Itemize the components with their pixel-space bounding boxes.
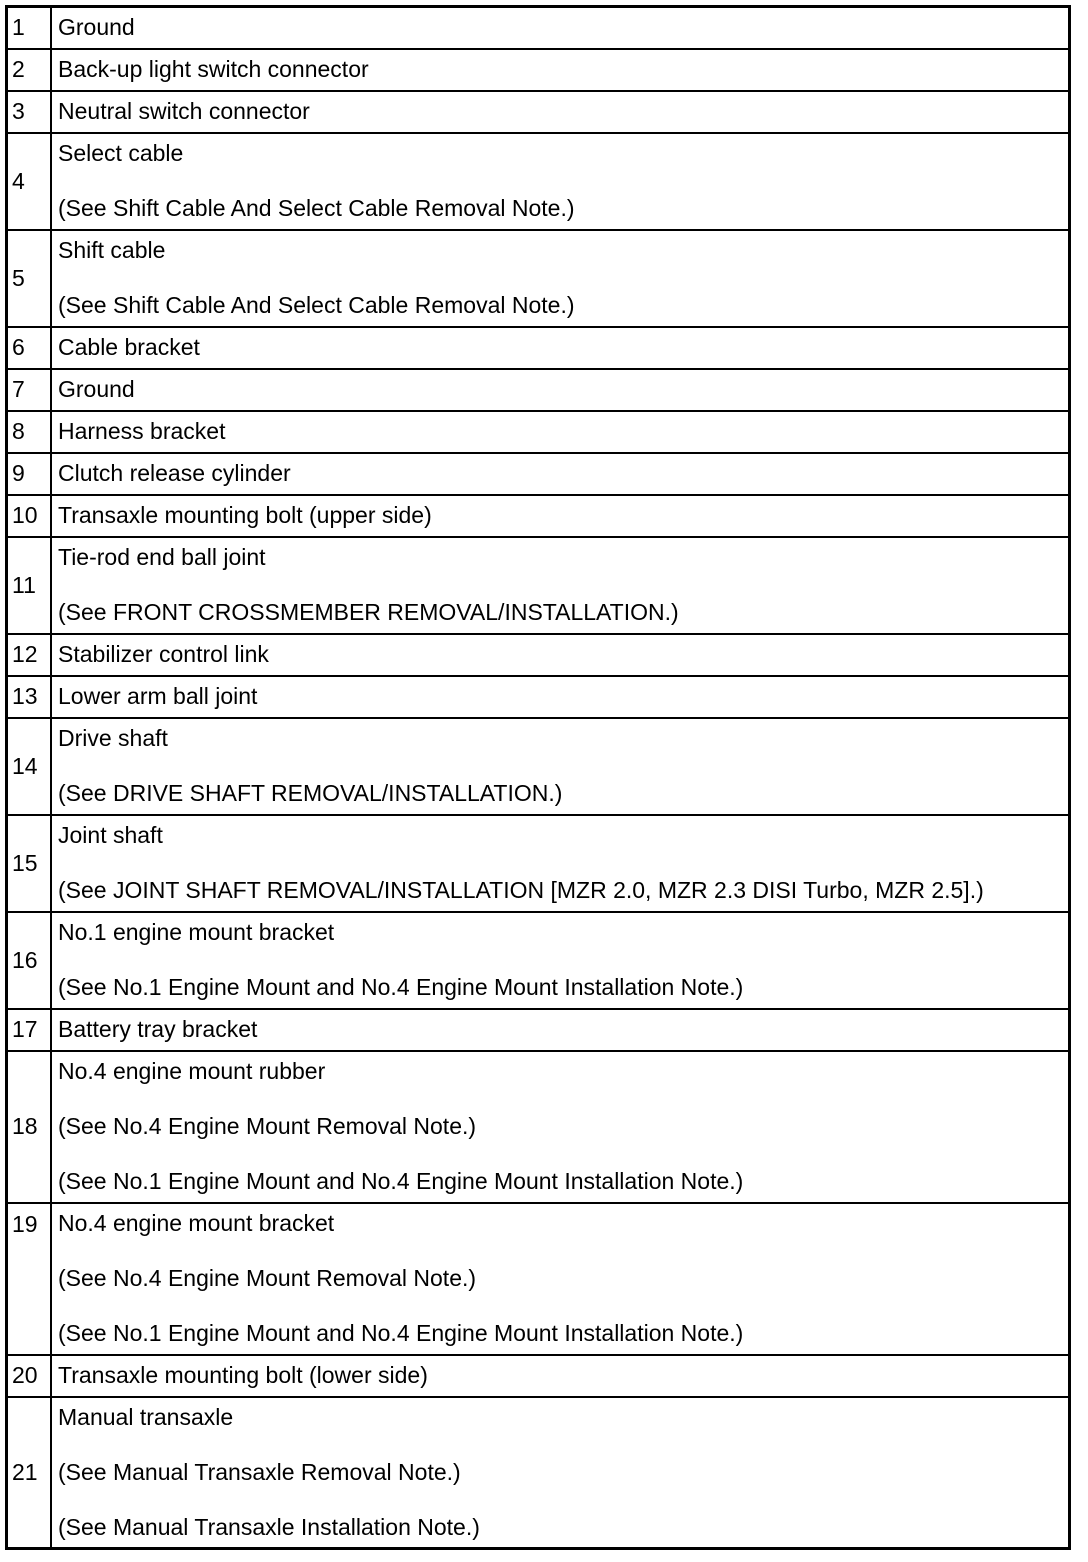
part-note: (See JOINT SHAFT REMOVAL/INSTALLATION [MZR 2.0, MZR 2.3 DISI Turbo, MZR 2.5].)	[58, 877, 984, 903]
table-row	[7, 49, 1070, 91]
part-number: 6	[7, 327, 52, 369]
part-note: (See Manual Transaxle Installation Note.)	[58, 1513, 480, 1540]
part-number: 12	[7, 634, 52, 676]
part-number: 5	[7, 230, 52, 327]
part-name: Select cable	[58, 140, 184, 166]
part-description	[51, 1009, 1070, 1051]
part-note: (See No.4 Engine Mount Removal Note.)	[58, 1265, 477, 1291]
part-name: Clutch release cylinder	[58, 460, 291, 486]
part-note: (See Manual Transaxle Removal Note.)	[58, 1458, 461, 1485]
part-number: 10	[7, 495, 52, 537]
part-number: 3	[7, 91, 52, 133]
part-description	[51, 718, 1070, 815]
part-description	[51, 453, 1070, 495]
part-description	[51, 327, 1070, 369]
part-number: 13	[7, 676, 52, 718]
table-row	[7, 1355, 1070, 1397]
table-row	[7, 815, 1070, 912]
part-note: (See Shift Cable And Select Cable Removal Note.)	[58, 195, 575, 221]
part-number: 4	[7, 133, 52, 230]
part-name: Ground	[58, 376, 135, 402]
part-description	[51, 1051, 1070, 1203]
part-number: 18	[7, 1051, 52, 1203]
part-number: 21	[7, 1397, 52, 1549]
part-number: 20	[7, 1355, 52, 1397]
part-number: 15	[7, 815, 52, 912]
part-description	[51, 1355, 1070, 1397]
part-description	[51, 495, 1070, 537]
part-number: 14	[7, 718, 52, 815]
table-row	[7, 91, 1070, 133]
part-description	[51, 676, 1070, 718]
part-name: No.4 engine mount rubber	[58, 1058, 326, 1084]
part-description	[51, 634, 1070, 676]
part-number: 16	[7, 912, 52, 1009]
part-name: No.1 engine mount bracket	[58, 919, 335, 945]
part-description	[51, 7, 1070, 49]
part-description	[51, 537, 1070, 634]
part-name: Tie-rod end ball joint	[58, 544, 266, 570]
part-number: 8	[7, 411, 52, 453]
table-row	[7, 1203, 1070, 1355]
part-number: 9	[7, 453, 52, 495]
part-note: (See DRIVE SHAFT REMOVAL/INSTALLATION.)	[58, 780, 563, 806]
part-description	[51, 815, 1070, 912]
part-description	[51, 91, 1070, 133]
part-description	[51, 912, 1070, 1009]
part-description	[51, 1397, 1070, 1549]
part-name: Back-up light switch connector	[58, 56, 369, 82]
part-note: (See No.4 Engine Mount Removal Note.)	[58, 1113, 477, 1139]
table-row	[7, 537, 1070, 634]
table-row	[7, 1009, 1070, 1051]
table-row	[7, 327, 1070, 369]
table-row	[7, 912, 1070, 1009]
table-row	[7, 1051, 1070, 1203]
part-note: (See No.1 Engine Mount and No.4 Engine Mount Installation Note.)	[58, 974, 744, 1000]
part-note: (See No.1 Engine Mount and No.4 Engine Mount Installation Note.)	[58, 1320, 744, 1346]
table-row	[7, 718, 1070, 815]
part-number: 7	[7, 369, 52, 411]
part-number: 1	[7, 7, 52, 49]
part-name: Drive shaft	[58, 725, 168, 751]
part-name: Lower arm ball joint	[58, 683, 258, 709]
part-description	[51, 411, 1070, 453]
table-row	[7, 133, 1070, 230]
part-name: Cable bracket	[58, 334, 200, 360]
table-row	[7, 411, 1070, 453]
table-row	[7, 453, 1070, 495]
part-name: Battery tray bracket	[58, 1016, 258, 1042]
part-description	[51, 133, 1070, 230]
part-name: Stabilizer control link	[58, 641, 269, 667]
table-row	[7, 230, 1070, 327]
table-row	[7, 676, 1070, 718]
part-note: (See No.1 Engine Mount and No.4 Engine Mount Installation Note.)	[58, 1168, 744, 1194]
table-row	[7, 1397, 1070, 1549]
table-row	[7, 634, 1070, 676]
part-name: Neutral switch connector	[58, 98, 310, 124]
parts-table-body	[7, 7, 1070, 1549]
part-description	[51, 1203, 1070, 1355]
part-name: Joint shaft	[58, 822, 163, 848]
part-name: Manual transaxle	[58, 1403, 234, 1430]
part-name: Harness bracket	[58, 418, 226, 444]
part-note: (See Shift Cable And Select Cable Removal Note.)	[58, 292, 575, 318]
part-number: 17	[7, 1009, 52, 1051]
part-description	[51, 49, 1070, 91]
table-row	[7, 7, 1070, 49]
part-name: Shift cable	[58, 237, 166, 263]
part-number: 2	[7, 49, 52, 91]
part-name: Transaxle mounting bolt (upper side)	[58, 502, 432, 528]
part-description	[51, 230, 1070, 327]
part-description	[51, 369, 1070, 411]
parts-table	[5, 5, 1071, 1550]
part-name: Ground	[58, 14, 135, 41]
part-note: (See FRONT CROSSMEMBER REMOVAL/INSTALLATION.)	[58, 599, 679, 625]
part-name: No.4 engine mount bracket	[58, 1210, 335, 1236]
table-row	[7, 495, 1070, 537]
part-number: 19	[7, 1203, 52, 1355]
table-row	[7, 369, 1070, 411]
part-name: Transaxle mounting bolt (lower side)	[58, 1362, 428, 1388]
part-number: 11	[7, 537, 52, 634]
